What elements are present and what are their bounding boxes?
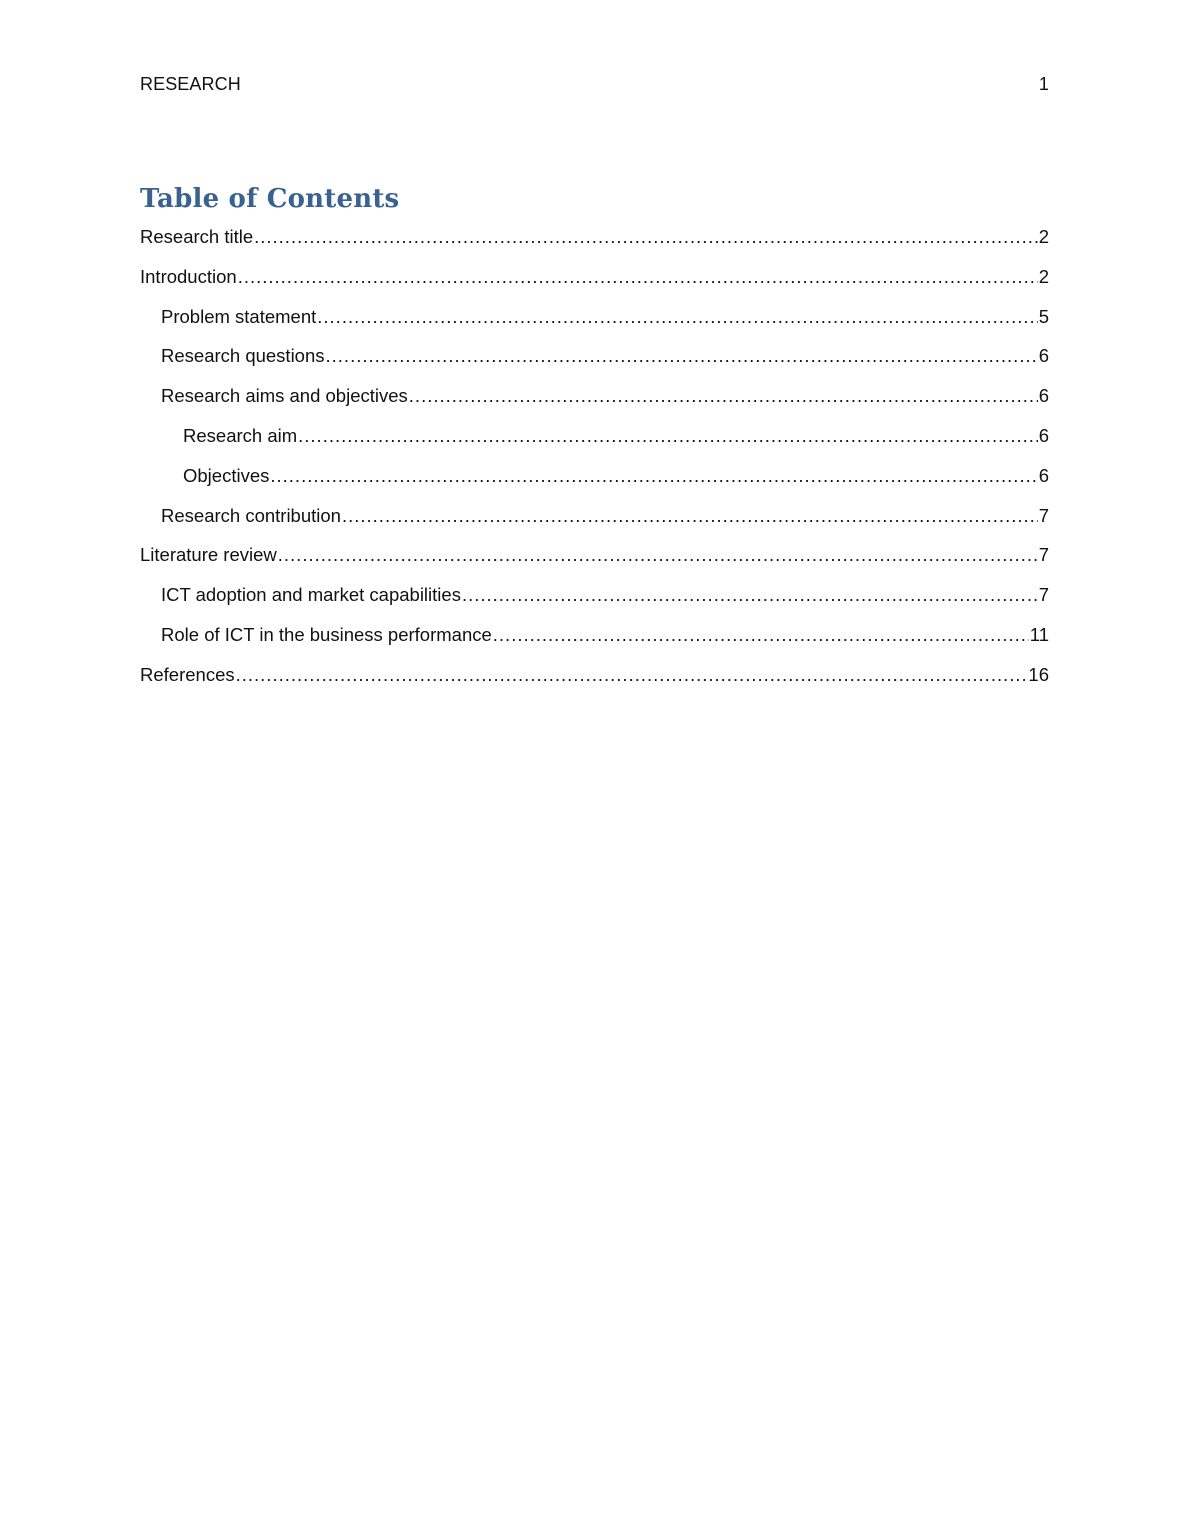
toc-entry-label: Objectives bbox=[183, 464, 270, 486]
dot-leader bbox=[254, 224, 1038, 250]
dot-leader bbox=[317, 304, 1037, 330]
toc-entry-problem-statement[interactable] bbox=[140, 304, 1049, 344]
toc-entry-label: Research aim bbox=[183, 424, 298, 446]
dot-leader bbox=[409, 383, 1038, 409]
page-number: 1 bbox=[1038, 73, 1049, 94]
toc-entry-label: References bbox=[140, 663, 235, 685]
toc-entry-role-of-ict[interactable] bbox=[140, 622, 1049, 662]
toc-entry-page: 6 bbox=[1038, 424, 1049, 446]
running-head: RESEARCH bbox=[140, 73, 241, 94]
toc-entry-page: 7 bbox=[1038, 584, 1049, 606]
toc-entry-page: 2 bbox=[1038, 226, 1049, 247]
toc-entry-research-title[interactable] bbox=[140, 224, 1049, 264]
toc-entry-label: Research aims and objectives bbox=[161, 385, 408, 407]
dot-leader bbox=[462, 582, 1038, 608]
table-of-contents bbox=[140, 224, 1049, 702]
toc-entry-page: 7 bbox=[1038, 544, 1049, 566]
page-header bbox=[140, 72, 1049, 96]
toc-entry-literature-review[interactable] bbox=[140, 542, 1049, 582]
dot-leader bbox=[298, 423, 1038, 449]
toc-entry-research-questions[interactable] bbox=[140, 343, 1049, 383]
toc-entry-ict-adoption[interactable] bbox=[140, 582, 1049, 622]
toc-entry-label: Research contribution bbox=[161, 504, 341, 526]
toc-entry-label: Literature review bbox=[140, 544, 277, 566]
dot-leader bbox=[236, 662, 1028, 688]
toc-entry-page: 2 bbox=[1038, 265, 1049, 287]
toc-entry-research-contribution[interactable] bbox=[140, 503, 1049, 543]
toc-entry-page: 6 bbox=[1038, 464, 1049, 486]
toc-entry-research-aim[interactable] bbox=[140, 423, 1049, 463]
toc-entry-label: Research title bbox=[140, 226, 254, 247]
dot-leader bbox=[278, 542, 1038, 568]
toc-title: Table of Contents bbox=[140, 184, 400, 214]
toc-entry-label: Research questions bbox=[161, 345, 325, 367]
dot-leader bbox=[270, 463, 1037, 489]
toc-entry-page: 16 bbox=[1028, 663, 1049, 685]
toc-entry-references[interactable] bbox=[140, 662, 1049, 702]
dot-leader bbox=[342, 503, 1038, 529]
toc-entry-introduction[interactable] bbox=[140, 264, 1049, 304]
dot-leader bbox=[326, 343, 1038, 369]
toc-entry-label: Introduction bbox=[140, 265, 237, 287]
toc-entry-page: 6 bbox=[1038, 385, 1049, 407]
toc-entry-page: 5 bbox=[1038, 305, 1049, 327]
dot-leader bbox=[238, 264, 1038, 290]
toc-entry-objectives[interactable] bbox=[140, 463, 1049, 503]
toc-entry-page: 6 bbox=[1038, 345, 1049, 367]
toc-entry-label: Role of ICT in the business performance bbox=[161, 623, 492, 645]
toc-entry-page: 11 bbox=[1029, 623, 1049, 645]
dot-leader bbox=[493, 622, 1029, 648]
toc-entry-label: ICT adoption and market capabilities bbox=[161, 584, 461, 606]
toc-entry-page: 7 bbox=[1038, 504, 1049, 526]
toc-entry-research-aims-and-objectives[interactable] bbox=[140, 383, 1049, 423]
toc-entry-label: Problem statement bbox=[161, 305, 317, 327]
